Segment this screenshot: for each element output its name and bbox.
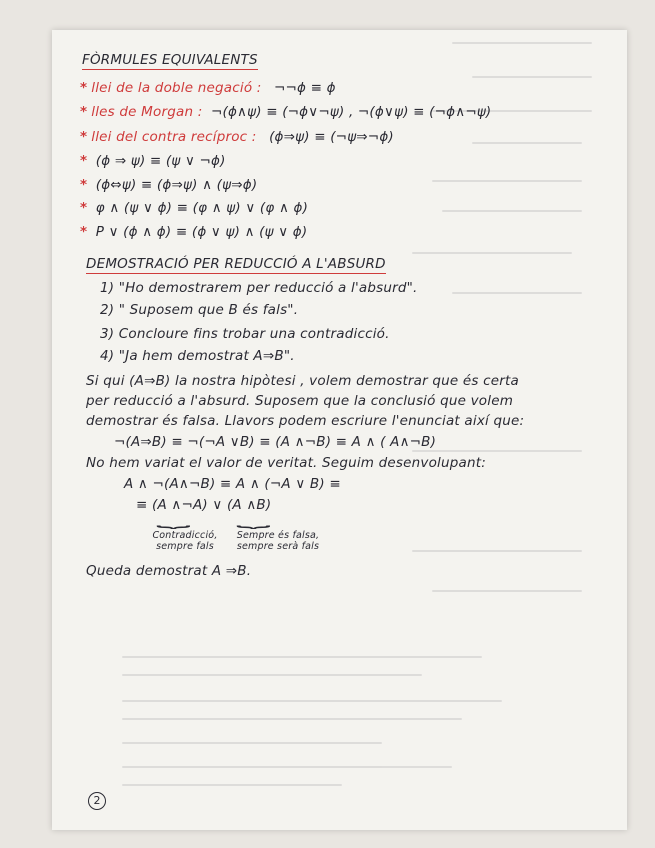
asterisk-icon: * (80, 224, 88, 240)
paragraph-line: per reducció a l'absurd. Suposem que la conclusió que volem (86, 393, 514, 409)
paragraph-line: No hem variat el valor de veritat. Seguim desenvolupant: (86, 455, 486, 471)
asterisk-icon: * (80, 200, 88, 216)
formula-row: * llei de la doble negació : ¬¬ϕ ≡ ϕ (80, 80, 336, 96)
formula-row: * φ ∧ (ψ ∨ ϕ) ≡ (φ ∧ ψ) ∨ (φ ∧ ϕ) (80, 200, 309, 216)
section-heading-equivalent-formulas: FÒRMULES EQUIVALENTS (82, 52, 258, 68)
equation-line: ¬(A⇒B) ≡ ¬(¬A ∨B) ≡ (A ∧¬B) ≡ A ∧ ( A∧¬B) (114, 434, 437, 450)
paragraph-line: Si qui (A⇒B) la nostra hipòtesi , volem demostrar que és certa (86, 373, 519, 389)
formula-row: * P ∨ (ϕ ∧ ϕ) ≡ (ϕ ∨ ψ) ∧ (ψ ∨ ϕ) (80, 224, 308, 240)
equation-line: A ∧ ¬(A∧¬B) ≡ A ∧ (¬A ∨ B) ≡ (124, 476, 341, 492)
asterisk-icon: * (80, 153, 88, 169)
brace-note: Sempre és falsa, sempre serà fals (236, 530, 320, 552)
page-number: 2 (88, 792, 106, 810)
paragraph-line: demostrar és falsa. Llavors podem escriure l'enunciat així que: (86, 413, 525, 429)
formula-row: * (ϕ⇔ψ) ≡ (ϕ⇒ψ) ∧ (ψ⇒ϕ) (80, 177, 258, 193)
brace-icon: ⏟ (156, 508, 191, 529)
step-item: 1) "Ho demostrarem per reducció a l'absurd". (100, 280, 418, 296)
step-item: 2) " Suposem que B és fals". (100, 302, 299, 318)
formula-row: * (ϕ ⇒ ψ) ≡ (ψ ∨ ¬ϕ) (80, 153, 226, 169)
notebook-page (52, 30, 627, 830)
asterisk-icon: * (80, 80, 88, 96)
step-item: 4) "Ja hem demostrat A⇒B". (100, 348, 295, 364)
formula-row: * lles de Morgan : ¬(ϕ∧ψ) ≡ (¬ϕ∨¬ψ) , ¬(ϕ∨ψ) ≡ (¬ϕ∧¬ψ) (80, 104, 492, 120)
brace-icon: ⏟ (236, 508, 271, 529)
asterisk-icon: * (80, 129, 88, 145)
section-heading-reductio: DEMOSTRACIÓ PER REDUCCIÓ A L'ABSURD (86, 256, 386, 272)
asterisk-icon: * (80, 104, 88, 120)
equation-line: ≡ (A ∧¬A) ∨ (A ∧B) (136, 497, 272, 513)
step-item: 3) Concloure fins trobar una contradicció. (100, 326, 390, 342)
conclusion-line: Queda demostrat A ⇒B. (86, 563, 252, 579)
asterisk-icon: * (80, 177, 88, 193)
bleed-through (52, 30, 627, 830)
brace-note: Contradicció, sempre fals (152, 530, 218, 552)
formula-row: * llei del contra recíproc : (ϕ⇒ψ) ≡ (¬ψ⇒¬ϕ) (80, 129, 394, 145)
